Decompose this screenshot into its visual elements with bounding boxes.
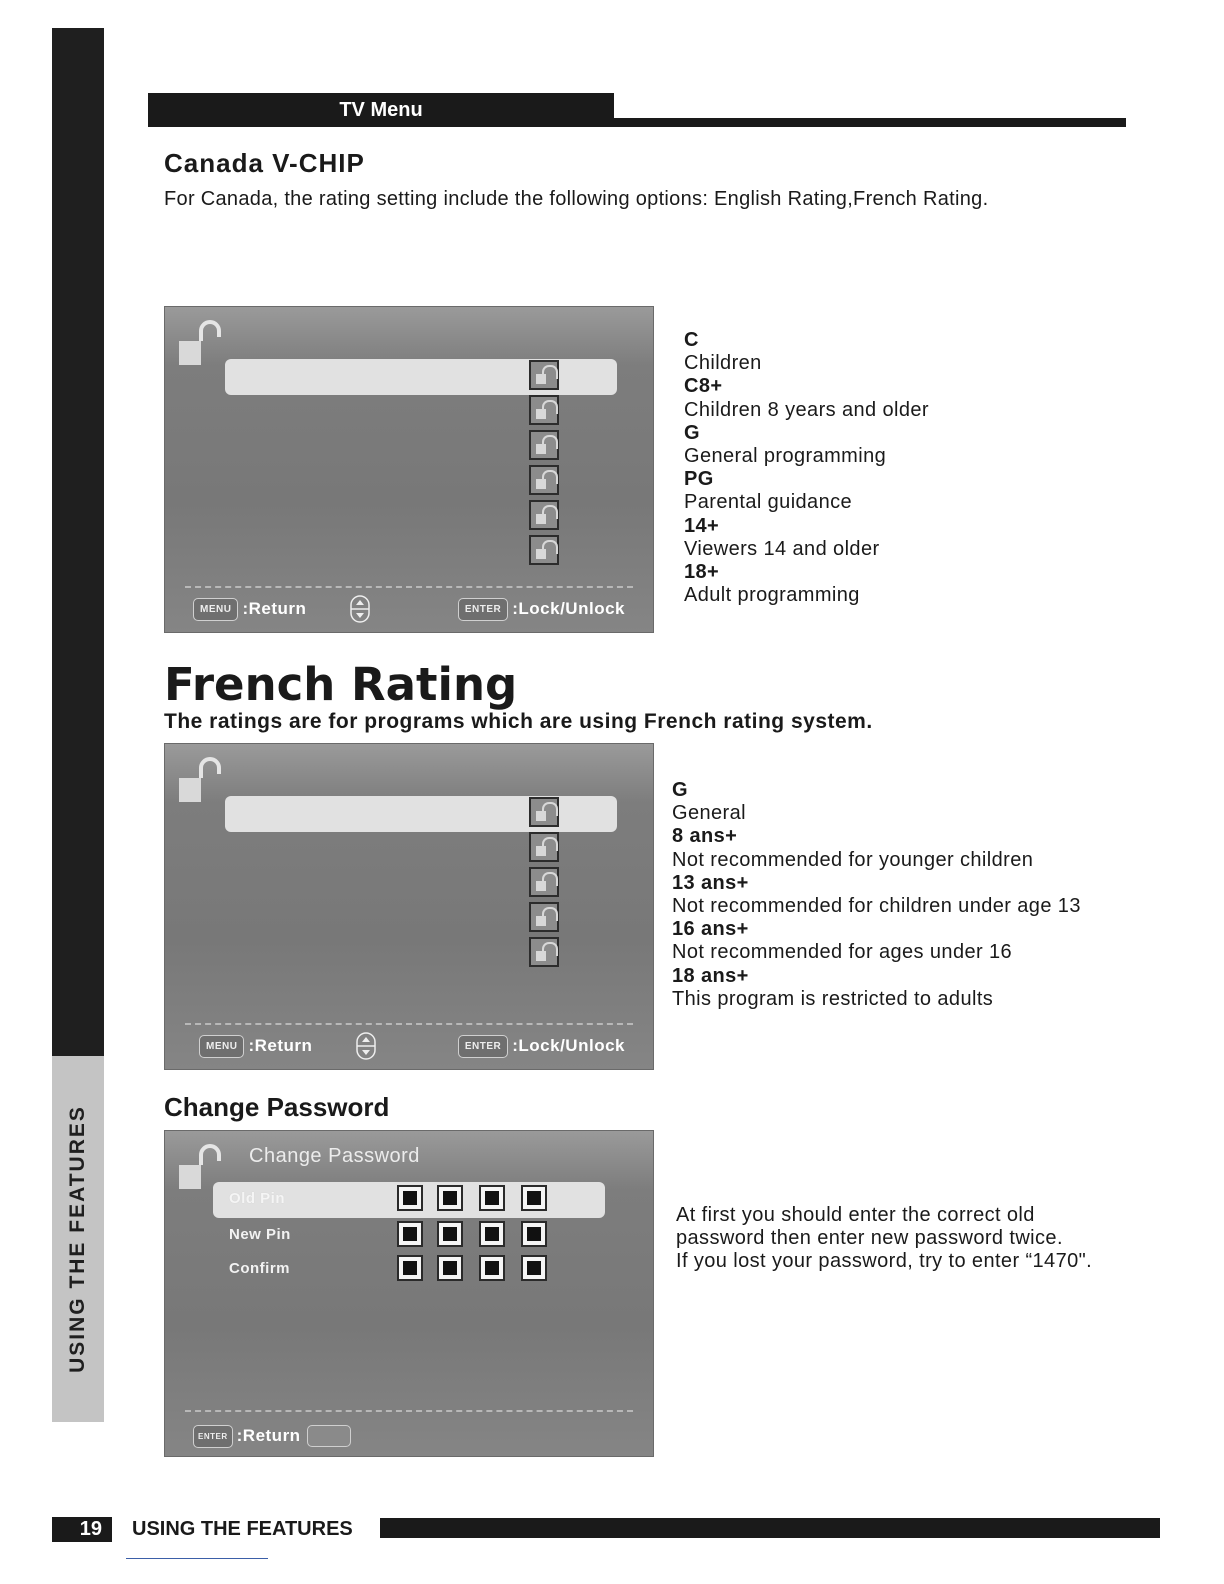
- return-label: :Return: [248, 1036, 313, 1055]
- confirm-pin-digit[interactable]: [521, 1255, 547, 1281]
- lock-toggle-icon[interactable]: [529, 867, 559, 897]
- menu-key[interactable]: MENU: [199, 1035, 244, 1058]
- password-note: [676, 1204, 1092, 1274]
- rating-desc: Children 8 years and older: [684, 398, 929, 421]
- header-rule: [614, 118, 1126, 127]
- rating-code: 13 ans+: [672, 871, 749, 894]
- english-rating-screen: [164, 306, 654, 633]
- footer-underline: [126, 1558, 268, 1559]
- old-pin-digit[interactable]: [479, 1185, 505, 1211]
- lock-unlock-label: :Lock/Unlock: [512, 1036, 625, 1055]
- divider: [185, 1023, 633, 1025]
- rating-desc: Not recommended for younger children: [672, 848, 1034, 871]
- old-pin-digit[interactable]: [437, 1185, 463, 1211]
- confirm-pin-digit[interactable]: [479, 1255, 505, 1281]
- french-rating-title: French Rating: [164, 658, 518, 711]
- vchip-title: Canada V-CHIP: [164, 148, 365, 178]
- rating-desc: Viewers 14 and older: [684, 537, 880, 560]
- confirm-pin-label: Confirm: [229, 1260, 290, 1277]
- new-pin-row[interactable]: [213, 1218, 605, 1254]
- lock-toggle-icon[interactable]: [529, 535, 559, 565]
- sidebar-label-text: USING THE FEATURES: [66, 1105, 89, 1373]
- up-down-arrow-icon: [356, 1032, 376, 1060]
- menu-key[interactable]: MENU: [193, 598, 238, 621]
- page-number: 19: [52, 1517, 112, 1542]
- rating-desc: Not recommended for ages under 16: [672, 941, 1013, 964]
- divider: [185, 586, 633, 588]
- french-rating-legend: [672, 779, 1081, 1011]
- rating-desc: General: [672, 802, 746, 825]
- old-pin-label: Old Pin: [229, 1190, 285, 1207]
- padlock-icon: [177, 319, 223, 367]
- rating-code: 14+: [684, 514, 720, 537]
- enter-key[interactable]: ENTER: [458, 1035, 508, 1058]
- note-line: password then enter new password twice.: [676, 1227, 1063, 1250]
- footer-section-label: USING THE FEATURES: [132, 1518, 353, 1540]
- new-pin-digit[interactable]: [397, 1221, 423, 1247]
- lock-column: [529, 797, 559, 972]
- rating-code: G: [672, 779, 688, 801]
- new-pin-digit[interactable]: [479, 1221, 505, 1247]
- new-pin-label: New Pin: [229, 1226, 291, 1243]
- return-label: :Return: [242, 599, 307, 618]
- screen-footer: [193, 1422, 625, 1450]
- rating-code: C8+: [684, 375, 723, 398]
- lock-toggle-icon[interactable]: [529, 360, 559, 390]
- rating-desc: Not recommended for children under age 13: [672, 895, 1081, 918]
- rating-code: G: [684, 421, 700, 444]
- sidebar-section-label: [52, 1056, 104, 1422]
- rating-desc: This program is restricted to adults: [672, 987, 994, 1010]
- lock-toggle-icon[interactable]: [529, 902, 559, 932]
- old-pin-row[interactable]: [213, 1182, 605, 1218]
- screen-footer: [199, 1032, 625, 1060]
- confirm-pin-row[interactable]: [213, 1252, 605, 1288]
- screen-footer: [193, 595, 625, 623]
- change-password-title: Change Password: [164, 1092, 390, 1122]
- change-password-screen: [164, 1130, 654, 1457]
- rating-code: PG: [684, 468, 714, 491]
- lock-toggle-icon[interactable]: [529, 395, 559, 425]
- lock-column: [529, 360, 559, 570]
- rating-code: 16 ans+: [672, 918, 749, 941]
- lock-toggle-icon[interactable]: [529, 797, 559, 827]
- confirm-pin-digit[interactable]: [437, 1255, 463, 1281]
- lock-toggle-icon[interactable]: [529, 832, 559, 862]
- confirm-pin-digit[interactable]: [397, 1255, 423, 1281]
- old-pin-digit[interactable]: [397, 1185, 423, 1211]
- new-pin-digit[interactable]: [521, 1221, 547, 1247]
- up-down-arrow-icon: [350, 595, 370, 623]
- rating-desc: Parental guidance: [684, 491, 853, 514]
- lock-toggle-icon[interactable]: [529, 500, 559, 530]
- enter-key[interactable]: ENTER: [193, 1425, 233, 1448]
- footer-bar: [380, 1518, 1160, 1538]
- rating-code: 18 ans+: [672, 964, 749, 987]
- rating-desc: General programming: [684, 445, 887, 468]
- note-line: If you lost your password, try to enter “1470".: [676, 1250, 1093, 1273]
- blank-key: [307, 1425, 351, 1447]
- rating-desc: Children: [684, 352, 762, 375]
- rating-code: 18+: [684, 561, 720, 584]
- lock-toggle-icon[interactable]: [529, 465, 559, 495]
- lock-toggle-icon[interactable]: [529, 430, 559, 460]
- return-label: :Return: [236, 1426, 301, 1445]
- divider: [185, 1410, 633, 1412]
- lock-toggle-icon[interactable]: [529, 937, 559, 967]
- note-line: At first you should enter the correct old: [676, 1204, 1035, 1226]
- enter-key[interactable]: ENTER: [458, 598, 508, 621]
- rating-code: 8 ans+: [672, 825, 738, 848]
- screen-title: Change Password: [249, 1145, 420, 1167]
- french-rating-screen: [164, 743, 654, 1070]
- lock-unlock-label: :Lock/Unlock: [512, 599, 625, 618]
- vchip-intro: For Canada, the rating setting include the following options: English Rating,French Rating.: [164, 188, 989, 210]
- english-rating-legend: [684, 329, 929, 607]
- french-rating-intro: The ratings are for programs which are using French rating system.: [164, 710, 873, 733]
- padlock-icon: [177, 756, 223, 804]
- rating-code: C: [684, 329, 699, 351]
- sidebar-dark-band: [52, 28, 104, 1056]
- old-pin-digit[interactable]: [521, 1185, 547, 1211]
- rating-desc: Adult programming: [684, 584, 860, 607]
- section-header-tab: TV Menu: [148, 93, 614, 127]
- new-pin-digit[interactable]: [437, 1221, 463, 1247]
